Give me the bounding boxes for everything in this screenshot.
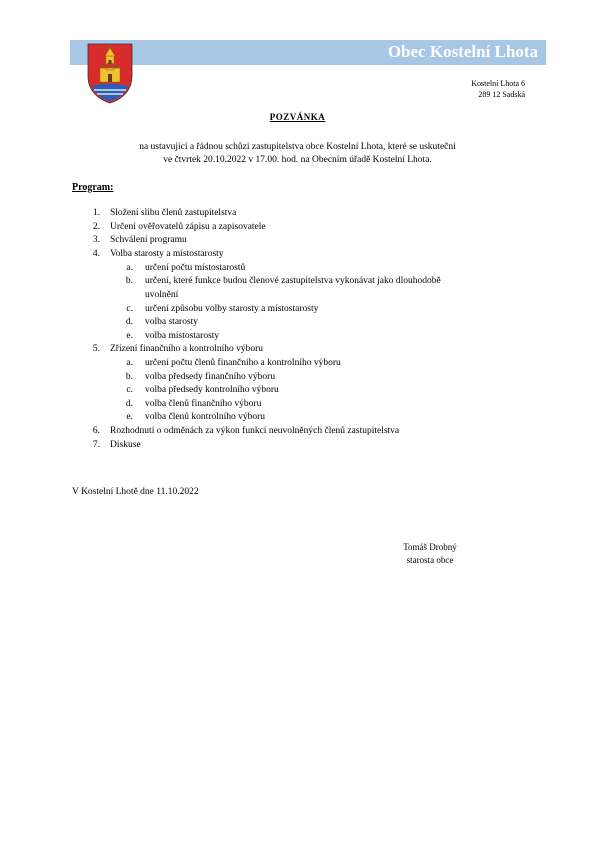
program-item-marker: c. xyxy=(126,303,133,314)
program-item-text: volba členů finančního výboru xyxy=(145,398,262,409)
program-item-marker: 7. xyxy=(92,439,100,450)
signatory-name: Tomáš Drobný xyxy=(403,542,457,552)
intro-line: na ustavující a řádnou schůzi zastupitelstva obce Kostelní Lhota, které se uskuteční xyxy=(139,142,456,152)
program-item-text: Diskuse xyxy=(110,439,141,450)
program-item-text: určení způsobu volby starosty a místostarosty xyxy=(145,303,319,314)
address-line: Kostelní Lhota 6 xyxy=(471,79,525,88)
program-item-text: určení počtu členů finančního a kontrolního výboru xyxy=(145,358,341,368)
program-item-marker: 6. xyxy=(92,426,100,436)
signature-block xyxy=(380,541,480,567)
address-block xyxy=(471,78,525,100)
program-item-marker: e. xyxy=(126,330,133,341)
program-item-marker: c. xyxy=(126,385,133,395)
program-heading: Program: xyxy=(72,182,114,193)
program-item-text: volba starosty xyxy=(145,317,199,327)
signatory-role: starosta obce xyxy=(406,555,454,565)
program-item-text: Rozhodnutí o odměnách za výkon funkcí neuvolněných členů zastupitelstva xyxy=(110,426,400,436)
municipality-title: Obec Kostelní Lhota xyxy=(387,42,538,61)
municipal-coat-of-arms-icon xyxy=(86,42,134,104)
program-item-text: volba předsedy finančního výboru xyxy=(145,371,276,382)
program-item-text: Určení ověřovatelů zápisu a zapisovatele xyxy=(110,221,266,232)
program-item-text: uvolnění xyxy=(145,289,179,300)
address-line: 289 12 Sadská xyxy=(478,90,525,99)
program-item-marker: d. xyxy=(125,398,133,409)
program-item-text: volba místostarosty xyxy=(145,330,220,341)
program-item-marker: 3. xyxy=(92,235,100,245)
program-item-marker: a. xyxy=(126,358,133,368)
program-item-marker: 1. xyxy=(92,208,100,218)
program-item-marker: 4. xyxy=(92,249,100,259)
program-item-text: volba předsedy kontrolního výboru xyxy=(145,385,279,395)
program-item-marker: 2. xyxy=(92,221,100,232)
program-item-text: Složení slibu členů zastupitelstva xyxy=(110,208,237,218)
program-item-marker: 5. xyxy=(92,344,100,354)
header-bar xyxy=(70,40,546,65)
program-item-text: určení počtu místostarostů xyxy=(145,262,246,273)
program-item-marker: d. xyxy=(125,317,133,327)
program-item-text: určení, které funkce budou členové zastupitelstva vykonávat jako dlouhodobě xyxy=(145,276,441,286)
program-item-marker: e. xyxy=(126,412,133,422)
place-date: V Kostelní Lhotě dne 11.10.2022 xyxy=(72,487,199,497)
program-item-text: volba členů kontrolního výboru xyxy=(145,412,266,422)
program-item-text: Volba starosty a místostarosty xyxy=(110,249,224,259)
document-title: POZVÁNKA xyxy=(269,112,326,122)
program-item-text: Schválení programu xyxy=(110,235,187,245)
intro-text xyxy=(0,141,595,167)
program-item-marker: a. xyxy=(126,262,133,273)
program-item-marker: b. xyxy=(125,276,133,286)
intro-line: ve čtvrtek 20.10.2022 v 17.00. hod. na Obecním úřadě Kostelní Lhota. xyxy=(163,155,432,165)
program-item-marker: b. xyxy=(125,371,133,382)
program-item-text: Zřízení finančního a kontrolního výboru xyxy=(110,344,264,354)
